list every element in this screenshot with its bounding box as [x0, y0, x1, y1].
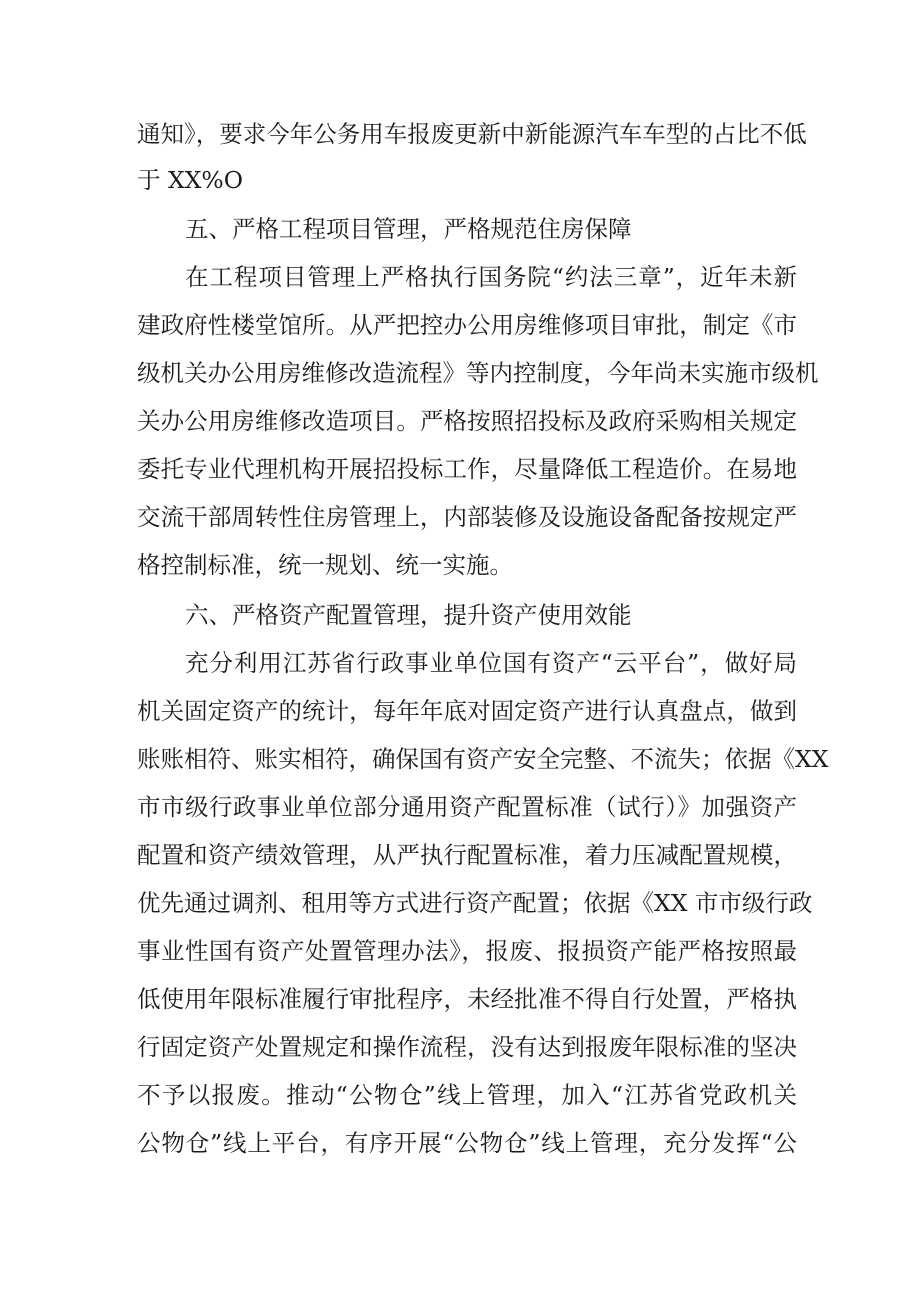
paragraph-line: 事业性国有资产处置管理办法》，报废、报损资产能严格按照最	[137, 937, 797, 965]
paragraph-line: 级机关办公用房维修改造流程》等内控制度，今年尚未实施市级机	[137, 359, 819, 387]
paragraph-line: 公物仓”线上平台，有序开展“公物仓”线上管理，充分发挥“公	[137, 1129, 797, 1157]
paragraph-line: 通知》，要求今年公务用车报废更新中新能源汽车车型的占比不低	[137, 120, 807, 148]
paragraph-line: 交流干部周转性住房管理上，内部装修及设施设备配备按规定严	[137, 503, 797, 531]
paragraph-line: 关办公用房维修改造项目。严格按照招投标及政府采购相关规定	[137, 407, 797, 435]
paragraph-line: 账账相符、账实相符，确保国有资产安全完整、不流失；依据《XX	[137, 745, 829, 773]
paragraph-line: 机关固定资产的统计，每年年底对固定资产进行认真盘点，做到	[137, 697, 797, 725]
paragraph-line: 低使用年限标准履行审批程序，未经批准不得自行处置，严格执	[137, 985, 797, 1013]
paragraph-line: 在工程项目管理上严格执行国务院“约法三章”，近年未新	[185, 263, 797, 291]
paragraph-line: 配置和资产绩效管理，从严执行配置标准，着力压减配置规模，	[137, 841, 797, 869]
paragraph-line: 建政府性楼堂馆所。从严把控办公用房维修项目审批，制定《市	[137, 311, 797, 339]
paragraph-line: 格控制标准，统一规划、统一实施。	[137, 551, 513, 579]
paragraph-line: 不予以报废。推动“公物仓”线上管理，加入“江苏省党政机关	[137, 1081, 797, 1109]
paragraph-line: 委托专业代理机构开展招投标工作，尽量降低工程造价。在易地	[137, 455, 797, 483]
paragraph-line: 于 XX%O	[137, 166, 244, 194]
section-heading-6: 六、严格资产配置管理，提升资产使用效能	[185, 601, 632, 629]
paragraph-line: 充分利用江苏省行政事业单位国有资产“云平台”，做好局	[185, 649, 797, 677]
section-heading-5: 五、严格工程项目管理，严格规范住房保障	[185, 215, 632, 243]
paragraph-line: 市市级行政事业单位部分通用资产配置标准（试行）》加强资产	[137, 793, 797, 821]
paragraph-line: 优先通过调剂、租用等方式进行资产配置；依据《XX 市市级行政	[137, 889, 813, 917]
paragraph-line: 行固定资产处置规定和操作流程，没有达到报废年限标准的坚决	[137, 1033, 797, 1061]
